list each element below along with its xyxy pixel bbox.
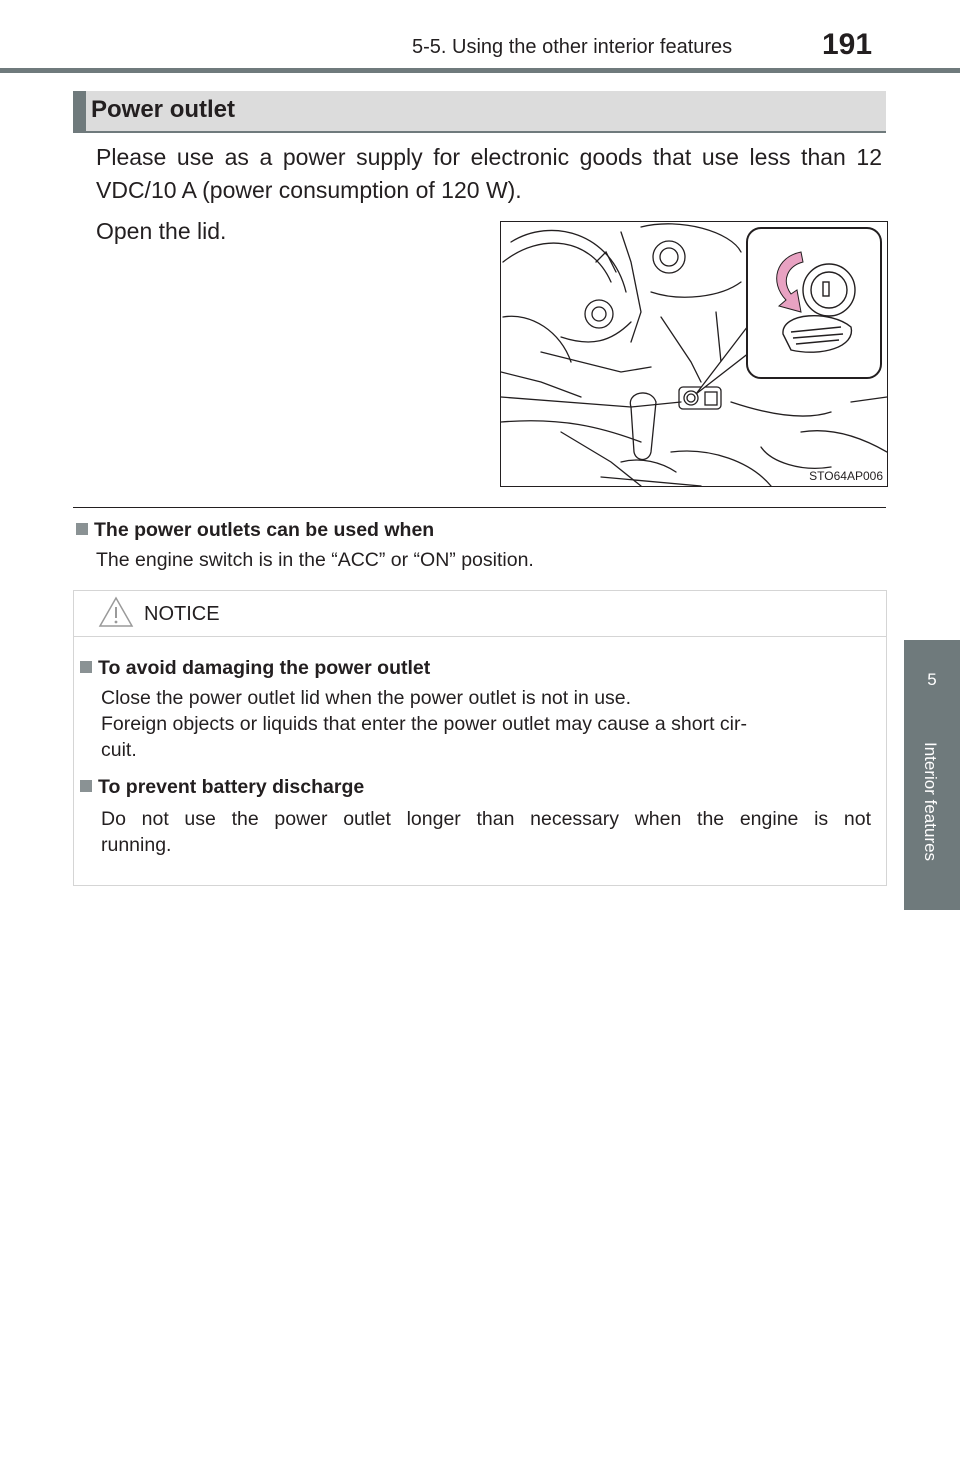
illustration-code: STO64AP006 <box>809 469 883 483</box>
chapter-tab[interactable] <box>904 640 960 910</box>
warning-triangle-icon <box>98 595 134 629</box>
step-instruction: Open the lid. <box>96 218 227 244</box>
notice-item-heading-text: To prevent battery discharge <box>98 776 365 798</box>
notice-item-line: running. <box>101 834 172 856</box>
info-heading-text: The power outlets can be used when <box>94 519 435 541</box>
page-number: 191 <box>822 28 873 61</box>
section-heading-bar <box>73 91 86 131</box>
notice-item-line: Do not use the power outlet longer than necessary when the engine is not <box>101 808 871 830</box>
chapter-number: 5 <box>927 670 937 689</box>
section-divider <box>73 507 886 508</box>
power-outlet-illustration <box>500 221 888 487</box>
notice-item-heading-text: To avoid damaging the power outlet <box>98 657 431 679</box>
section-title: Power outlet <box>91 96 236 123</box>
square-bullet-icon <box>80 661 92 673</box>
notice-item-heading <box>80 657 430 680</box>
section-heading <box>73 91 886 133</box>
chapter-title: Interior features <box>921 742 940 862</box>
dashboard-drawing <box>501 222 887 486</box>
square-bullet-icon <box>80 780 92 792</box>
header-divider <box>0 68 960 73</box>
notice-item-line: Foreign objects or liquids that enter the power outlet may cause a short cir- <box>101 713 747 735</box>
info-heading <box>76 519 434 542</box>
notice-divider <box>74 636 886 637</box>
notice-label: NOTICE <box>144 603 220 625</box>
notice-item-line: cuit. <box>101 739 137 761</box>
intro-paragraph: Please use as a power supply for electronic goods that use less than 12 VDC/10 A (power consumption of 120 W). <box>96 144 882 203</box>
notice-item-line: Close the power outlet lid when the power outlet is not in use. <box>101 687 632 709</box>
square-bullet-icon <box>76 523 88 535</box>
info-text: The engine switch is in the “ACC” or “ON” position. <box>96 549 534 571</box>
section-breadcrumb: 5-5. Using the other interior features <box>412 36 733 58</box>
notice-box <box>73 590 887 886</box>
notice-item-heading <box>80 776 364 799</box>
